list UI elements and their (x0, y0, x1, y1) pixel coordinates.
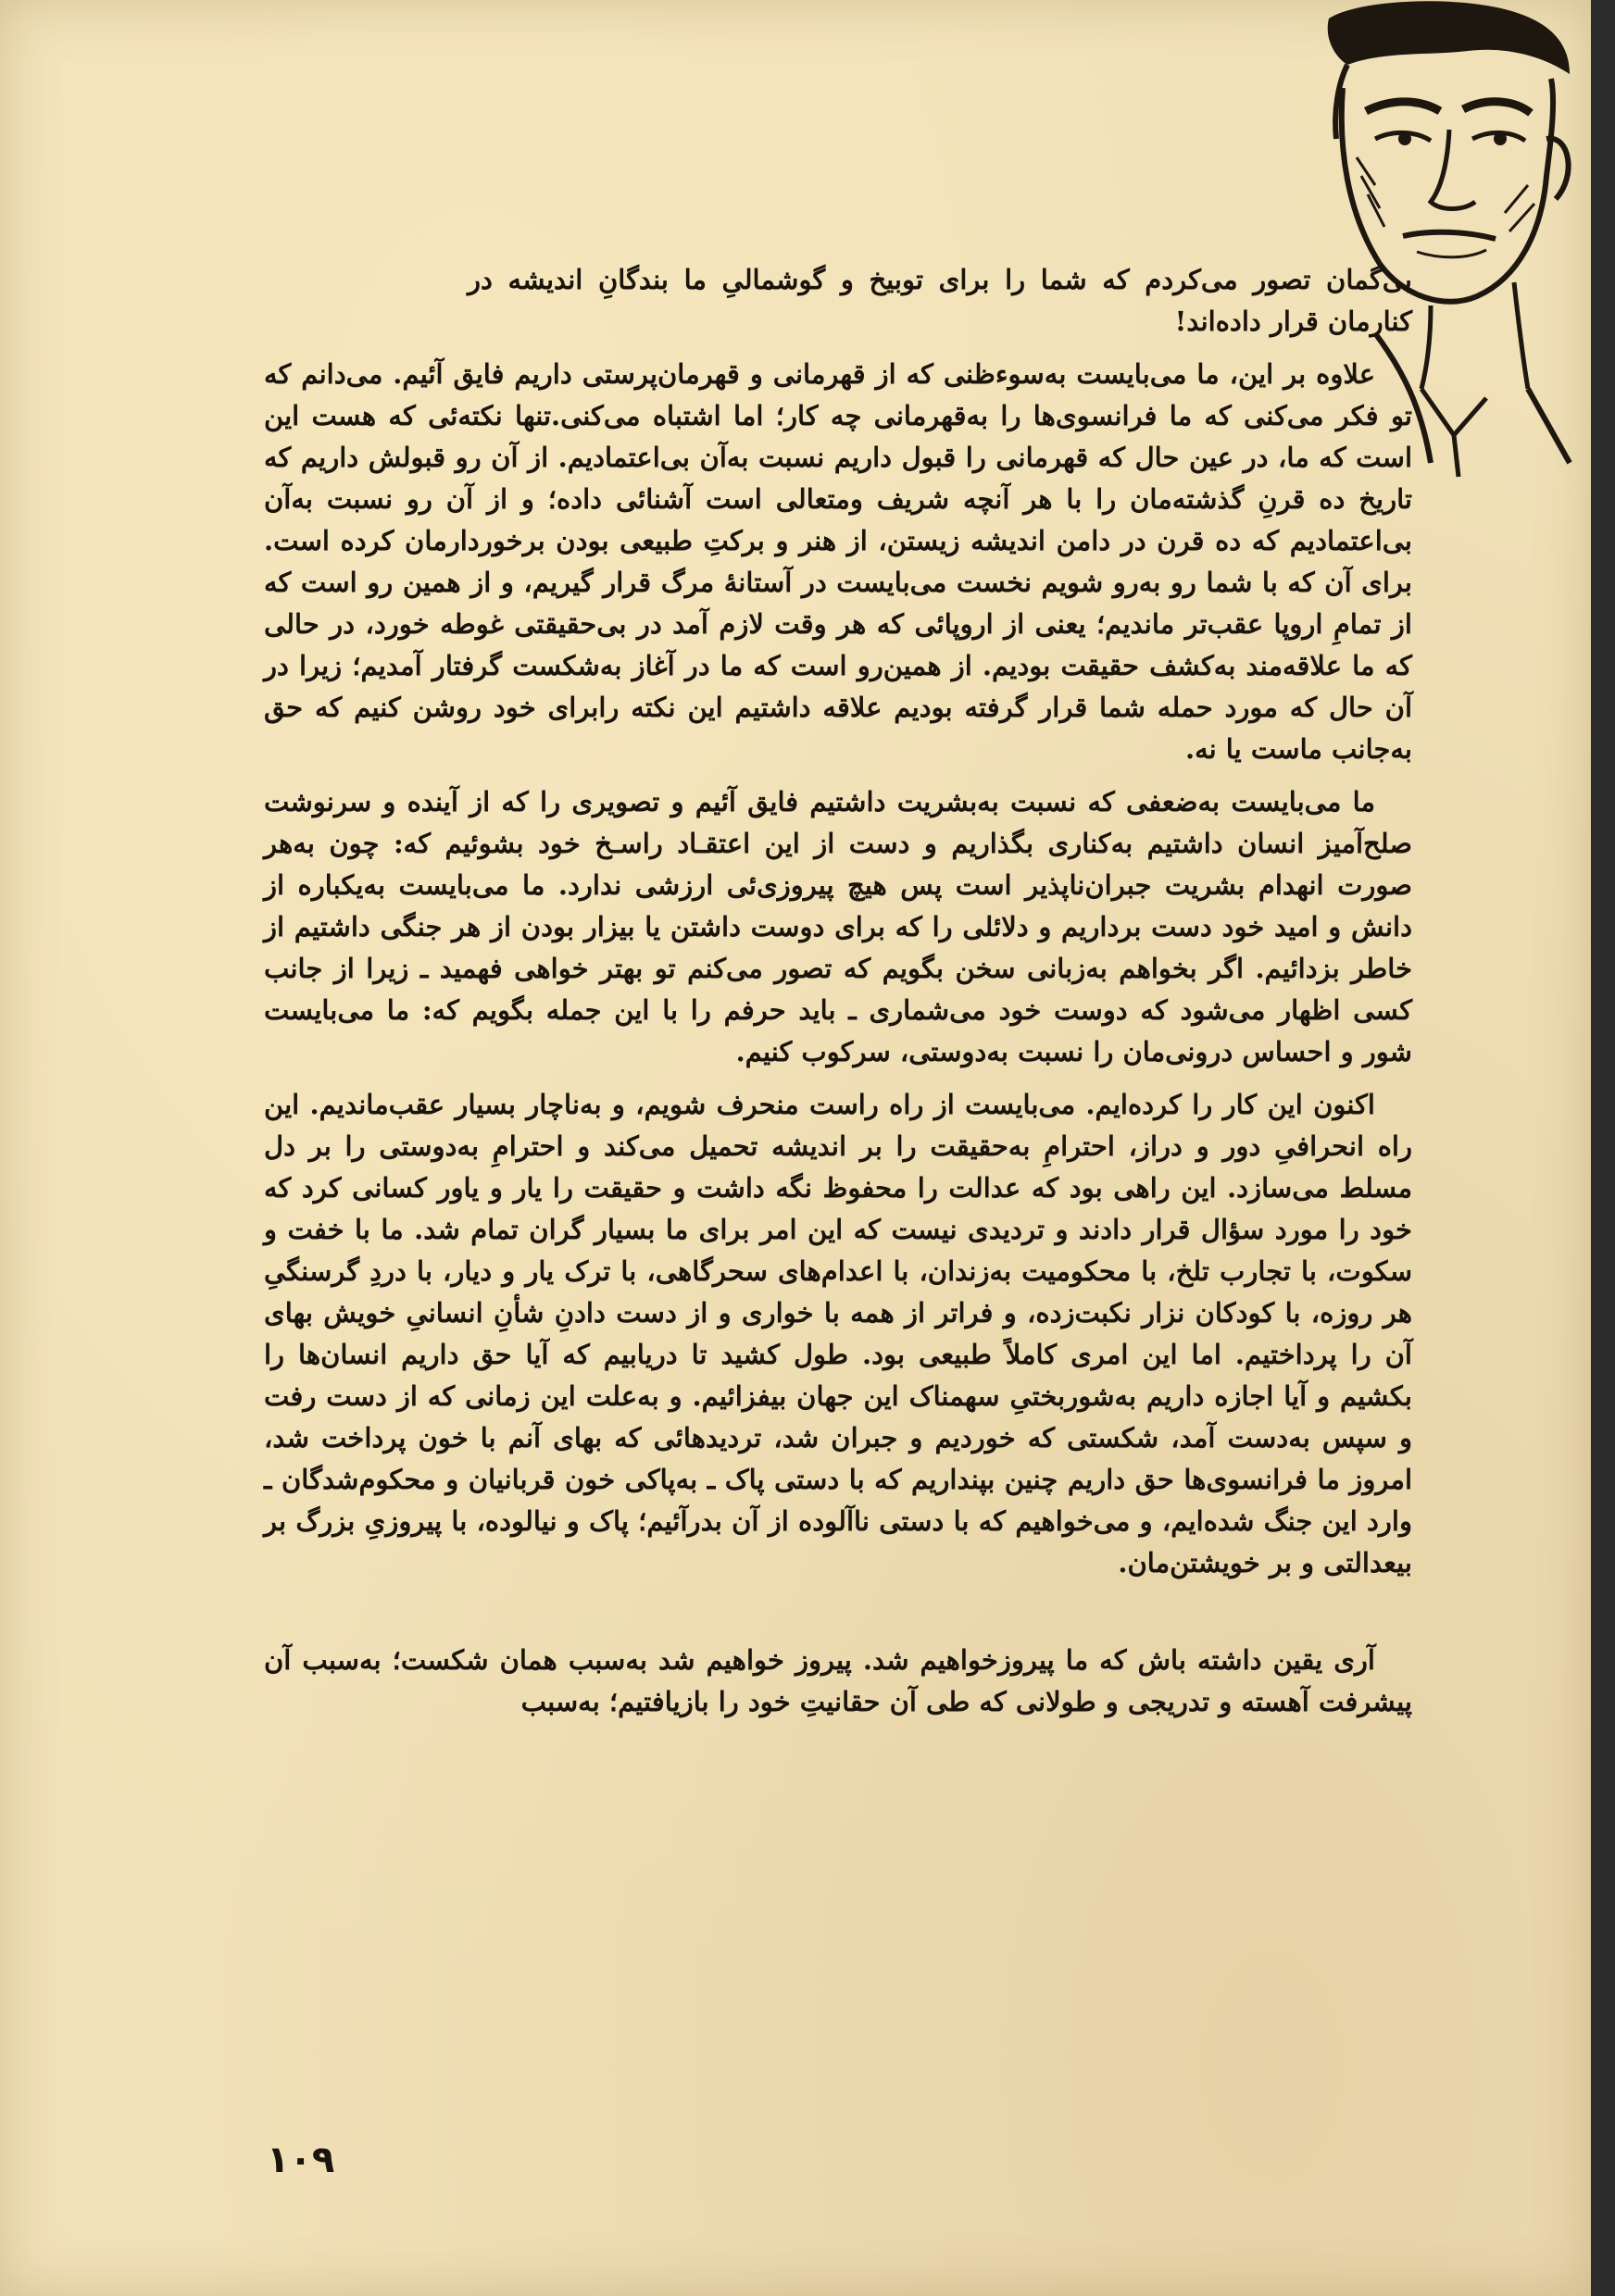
paragraph: ما می‌بایست به‌ضعفی که نسبت به‌بشریت داشتیم فایق آئیم و تصویری را که از آینده و سرنوشت صلح‌آمیز انسان داشتیم به‌کناری بگذاریم و دست از این اعتقـاد راسـخ خود بشوئیم که: چون به‌هر صورت انهدام بشریت جبران‌ناپذیر است پس هیچ پیروزی‌ئی ارزشی ندارد. ما می‌بایست به‌یکباره از دانش و امید خود دست برداریم و دلائلی را که برای دوست داشتن یا بیزار بودن از هر جنگی داشتیم از خاطر بزدائیم. اگر بخواهم به‌زبانی سخن بگویم که تصور می‌کنم تو بهتر خواهی فهمید ـ زیرا از جانب کسی اظهار می‌شود که دوست خود می‌شماری ـ باید حرفم را با این جمله بگویم که: ما می‌بایست شور و احساس درونی‌مان را نسبت به‌دوستی، سرکوب کنیم. (264, 786, 1412, 1067)
paragraph: بی‌گمان تصور می‌کردم که شما را برای توبیخ و گوشمالیِ ما بندگانِ اندیشه در کنارمان قرار داده‌اند! (468, 264, 1412, 337)
page-edge-shadow (1591, 0, 1615, 2296)
paragraph: علاوه بر این، ما می‌بایست به‌سوءظنی که از قهرمانی و قهرمان‌پرستی داریم فایق آئیم. می‌دانم که تو فکر می‌کنی که ما فرانسوی‌ها را به‌قهرمانی چه کار؛ اما اشتباه می‌کنی.تنها نکته‌ئی که هست این است که ما، در عین حال که قهرمانی را قبول داریم نسبت به‌آن بی‌اعتمادیم. از آن رو قبولش داریم که تاریخ ده قرنِ گذشته‌مان را با هر آنچه شریف ومتعالی است آشنائی داده؛ و از آن رو نسبت به‌آن بی‌اعتمادیم که ده قرن در دامن اندیشه زیستن، از هنر و برکتِ طبیعی بودن برخوردارمان کرده است. برای آن که با شما رو به‌رو شویم نخست می‌بایست در آستانهٔ مرگ قرار گیریم، و از همین رو است که از تمامِ اروپا عقب‌تر ماندیم؛ یعنی از اروپائی که هر وقت لازم آمد در بی‌حقیقتی غوطه خورد، در حالی که ما علاقه‌مند به‌کشف حقیقت بودیم. از همین‌رو است که ما در آغاز به‌شکست گرفتار آمدیم؛ زیرا در آن حال که مورد حمله شما قرار گرفته بودیم علاقه داشتیم این نکته رابرای خود روشن کنیم که حق به‌جانب ماست یا نه. (264, 358, 1412, 765)
paragraph-gap (264, 1595, 1412, 1640)
paragraph: آری یقین داشته باش که ما پیروزخواهیم شد. پیروز خواهیم شد به‌سبب همان شکست؛ به‌سبب آن پیشرفت آهسته و تدریجی و طولانی که طی آن حقانیتِ خود را بازیافتیم؛ به‌سبب (264, 1644, 1412, 1717)
page-number: ۱۰۹ (267, 2139, 335, 2181)
paragraph: اکنون این کار را کرده‌ایم. می‌بایست از راه راست منحرف شویم، و به‌ناچار بسیار عقب‌ماندیم. این راه انحرافیِ دور و دراز، احترامِ به‌حقیقت را بر اندیشه تحمیل می‌کند و احترامِ به‌دوستی را بر دل مسلط می‌سازد. این راهی بود که عدالت را محفوظ نگه داشت و حقیقت را یار و یاور کسانی کرد که خود را مورد سؤال قرار دادند و تردیدی نیست که این امر برای ما بسیار گران تمام شد. ما با خفت و سکوت، با تجارب تلخ، با محکومیت به‌زندان، با اعدام‌های سحرگاهی، با ترک یار و دیار، با دردِ گرسنگیِ هر روزه، با کودکان نزار نکبت‌زده، و فراتر از همه با خواری و از دست دادنِ شأنِ انسانیِ خویش بهای آن را پرداختیم. اما این امری کاملاً طبیعی بود. طول کشید تا دریابیم که آیا حق داریم انسان‌ها را بکشیم و آیا اجازه داریم به‌شوربختیِ سهمناک این جهان بیفزائیم. و به‌علت این زمانی که از دست رفت و سپس به‌دست آمد، شکستی که خوردیم و جبران شد، تردیدهائی که بهای آنم با خون پرداخت شد، امروز ما فرانسوی‌ها حق داریم چنین بپنداریم که با دستی پاک ـ به‌پاکی خون قربانیان و محکوم‌شدگان ـ وارد این جنگ شده‌ایم، و می‌خواهیم که با دستی ناآلوده از آن بدرآئیم؛ پاک و نیالوده، با پیروزیِ بزرگ بر بیعدالتی و بر خویشتن‌مان. (264, 1089, 1412, 1578)
article-body (264, 259, 1412, 1734)
